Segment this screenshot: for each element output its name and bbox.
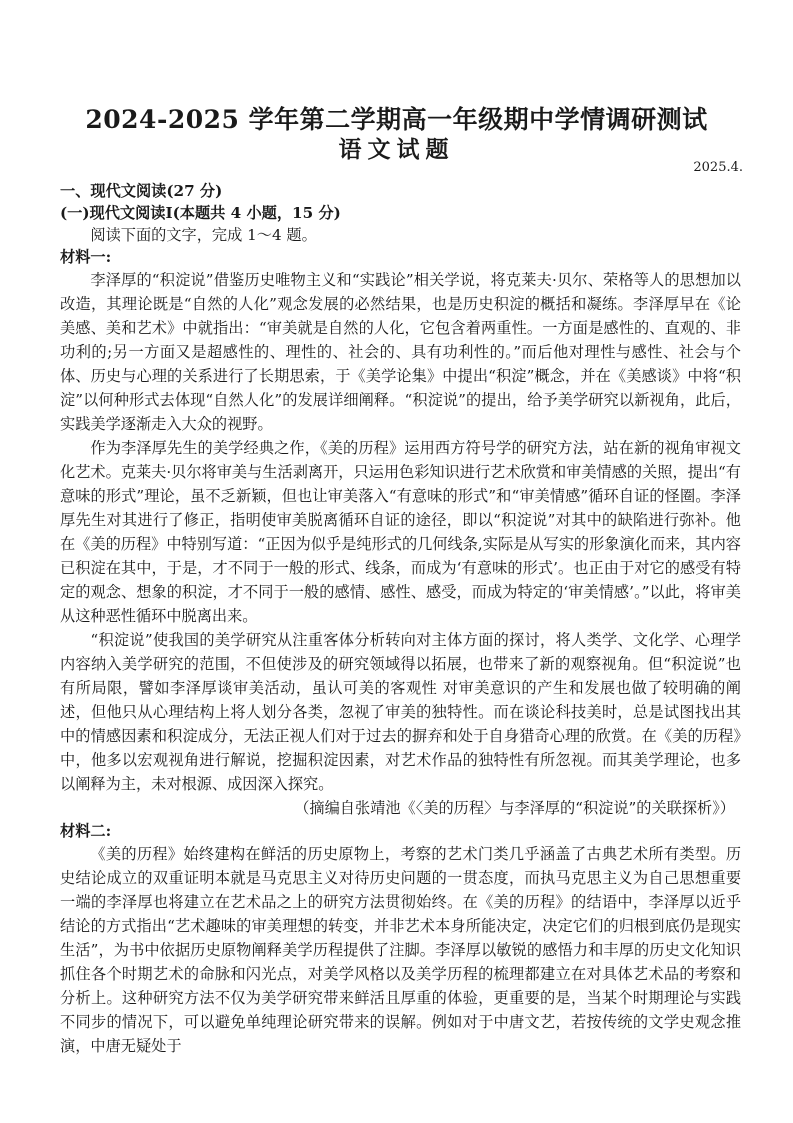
- section-heading: 一、现代文阅读(27 分): [60, 182, 223, 200]
- material2-label: 材料二:: [60, 822, 112, 840]
- material2-paragraph-1: 《美的历程》始终建构在鲜活的历史原物上，考察的艺术门类几乎涵盖了古典艺术所有类型。历史结论成立的双重证明本就是马克思主义对待历史问题的一贯态度，而执马克思主义为自己思想重要一端的李泽厚也将建立在艺术品之上的研究方法贯彻始终。在《美的历程》的结语中，李泽厚以近乎结论的方式指出“艺术趣味的审美理想的转变，并非艺术本身所能决定，决定它们的归根到底仍是现实生活”，为书中依据历史原物阐释美学历程提供了注脚。李泽厚以敏锐的感悟力和丰厚的历史文化知识抓住各个时期艺术的命脉和闪光点，对美学风格以及美学历程的梳理都建立在对具体艺术品的考察和分析上。这种研究方法不仅为美学研究带来鲜活且厚重的体验，更重要的是，当某个时期理论与实践不同步的情况下，可以避免单纯理论研究带来的误解。例如对于中唐文艺，若按传统的文学史观念推演，中唐无疑处于: [60, 845, 741, 1055]
- exam-subtitle: 语文试题: [338, 136, 455, 163]
- material1-paragraph-3: “积淀说”使我国的美学研究从注重客体分析转向对主体方面的探讨，将人类学、文化学、心理学内容纳入美学研究的范围，不但使涉及的研究领域得以拓展，也带来了新的观察视角。但“积淀说”也有所局限，譬如李泽厚谈审美活动，虽认可美的客观性 对审美意识的产生和发展也做了较明确的阐述，但他只从心理结构上将人划分各类，忽视了审美的独特性。而在谈论科技美时，总是试图找出其中的情感因素和积淀成分，无法正视人们对于过去的摒弃和处于自身猎奇心理的欣赏。在《美的历程》中，他多以宏观视角进行解说，挖掘积淀因素，对艺术作品的独特性有所忽视。而其美学理论，也多以阐释为主，未对根源、成因深入探究。: [60, 631, 741, 793]
- exam-title: 2024-2025 学年第二学期高一年级期中学情调研测试: [85, 105, 708, 134]
- exam-content: [60, 180, 741, 1058]
- instruction: 阅读下面的文字，完成 1～4 题。: [90, 226, 317, 244]
- section-subheading: (一)现代文阅读Ⅰ(本题共 4 小题，15 分): [60, 204, 341, 222]
- exam-date: 2025.4.: [693, 160, 743, 175]
- material1-paragraph-1: 李泽厚的“积淀说”借鉴历史唯物主义和“实践论”相关学说，将克莱夫·贝尔、荣格等人的思想加以改造，其理论既是“自然的人化”观念发展的必然结果，也是历史积淀的概括和凝练。李泽厚早在《论美感、美和艺术》中就指出：“审美就是自然的人化，它包含着两重性。一方面是感性的、直观的、非功利的;另一方面又是超感性的、理性的、社会的、具有功利性的。”而后他对理性与感性、社会与个体、历史与心理的关系进行了长期思索，于《美学论集》中提出“积淀”概念，并在《美感谈》中将“积淀”以何种形式去体现“自然人化”的发展详细阐释。“积淀说”的提出，给予美学研究以新视角，此后，实践美学逐渐走入大众的视野。: [60, 271, 741, 433]
- material1-source: （摘编自张靖池《〈美的历程〉与李泽厚的“积淀说”的关联探析》）: [294, 799, 735, 817]
- material1-paragraph-2: 作为李泽厚先生的美学经典之作，《美的历程》运用西方符号学的研究方法，站在新的视角审视文化艺术。克莱夫·贝尔将审美与生活剥离开，只运用色彩知识进行艺术欣赏和审美情感的关照，提出“有意味的形式”理论，虽不乏新颖，但也让审美落入“有意味的形式”和“审美情感”循环自证的怪圈。李泽厚先生对其进行了修正，指明使审美脱离循环自证的途径，即以“积淀说”对其中的缺陷进行弥补。他在《美的历程》中特别写道：“正因为似乎是纯形式的几何线条,实际是从写实的形象演化而来，其内容已积淀在其中，于是，才不同于一般的形式、线条，而成为‘有意味的形式’。也正由于对它的感受有特定的观念、想象的积淀，才不同于一般的感情、感性、感受，而成为特定的‘审美情感’。”以此，将审美从这种恶性循环中脱离出来。: [60, 439, 741, 625]
- material1-label: 材料一:: [60, 248, 112, 266]
